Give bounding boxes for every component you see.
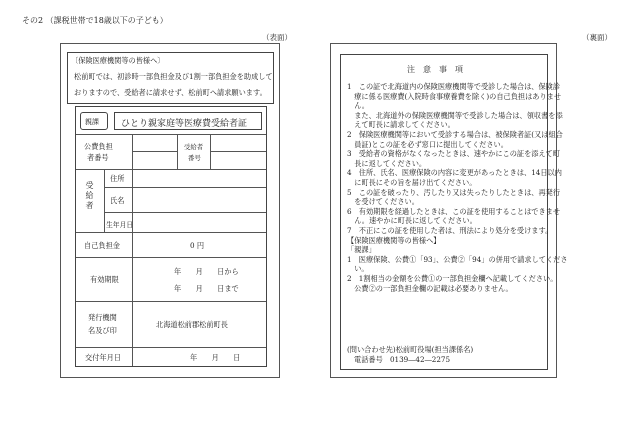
payer-label-1: 公費負担: [84, 142, 113, 151]
copay-value: 0 円: [190, 241, 205, 250]
card-title: ひとり親家庭等医療費受給者証: [121, 119, 248, 129]
note-line: 5 この証を破ったり、汚したり又は失ったりしたときは、再発行: [347, 187, 561, 197]
notice-line-1: 松前町では、初診時一部負担金及び1割一部負担金を助成して: [74, 72, 273, 81]
stamp-box: [80, 112, 108, 130]
note-line: 2 1割相当の金額を公費①の一部負担金欄へ記載してください。: [347, 274, 558, 283]
note-line: えて町長に請求してください。: [347, 120, 455, 130]
name-label: 氏名: [110, 196, 125, 205]
recipient-no-label-2: 番号: [188, 154, 201, 162]
note-line: 公費②の一部負担金欄の記載は必要ありません。: [347, 283, 513, 293]
recipient-grid-line: [210, 151, 266, 152]
payer-grid-line: [132, 151, 177, 152]
issue-date-value: 年 月 日: [190, 353, 241, 362]
notice-title: 〔保険医療機関等の皆様へ〕: [71, 56, 165, 65]
validity-from: 年 月 日から: [174, 267, 239, 276]
notice-box: [67, 52, 274, 104]
copay-label: 自己負担金: [84, 241, 120, 250]
front-label: （表面）: [262, 33, 292, 42]
validity-to: 年 月 日まで: [174, 284, 239, 293]
col-divider: [177, 134, 178, 169]
back-card: [330, 43, 568, 378]
note-line: ん。速やかに町長に返してください。: [347, 216, 477, 226]
notice-line-2: おりますので、受給者に請求せず、松前町へ請求願います。: [74, 88, 267, 97]
note-line: 2 保険医療機関等において受診する場合は、被保険者証(又は組合: [347, 130, 563, 139]
note-line: 4 住所、氏名、医療保険の内容に変更があったときは、14日以内: [347, 168, 562, 178]
contact-line-1: (問い合わせ先)松前町役場(担当課係名): [347, 345, 474, 354]
row-divider: [104, 212, 266, 213]
birth-label: 生年月日: [106, 221, 134, 229]
issue-date-label: 交付年月日: [85, 353, 121, 362]
note-line: 7 不正にこの証を使用した者は、刑法により処分を受けます。: [347, 226, 553, 235]
contact-line-2: 電話番号 0139―42―2275: [354, 355, 451, 364]
payer-label-2: 者番号: [87, 153, 109, 162]
issuer-label-2: 名及び印: [88, 326, 117, 335]
note-line: 療に係る医療費(入院時食事療養費を除く)の自己負担はありませ: [347, 91, 562, 101]
validity-label: 有効期限: [90, 275, 119, 284]
note-line: 6 有効期限を経過したときは、この証を使用することはできませ: [347, 206, 561, 216]
row-divider: [76, 232, 266, 233]
front-card: [60, 43, 280, 378]
note-line: 員証)とこの証を必ず窓口に提出してください。: [347, 139, 508, 149]
issuer-label-1: 発行機関: [88, 313, 117, 322]
note-line: に町長にその旨を届け出てください。: [347, 178, 477, 187]
row-divider: [104, 187, 266, 188]
row-divider: [76, 301, 266, 302]
page-header: その2 （課税世帯で18歳以下の子ども）: [22, 16, 168, 25]
stamp-text: 親課: [85, 118, 99, 126]
note-line: 1 医療保険、公費①「93」、公費②「94」の併用で請求してくださ: [347, 254, 568, 264]
note-line: また、北海道外の保険医療機関等で受診した場合は、領収書を添: [347, 110, 563, 120]
recipient-no-label-1: 受給者: [184, 143, 204, 151]
col-divider: [104, 169, 105, 232]
row-divider: [76, 347, 266, 348]
back-content-box: [340, 54, 568, 370]
address-label: 住所: [110, 174, 125, 183]
card-title-box: [114, 112, 262, 130]
row-divider: [76, 134, 266, 135]
row-divider: [76, 257, 266, 258]
back-title: 注 意 事 項: [407, 65, 463, 74]
col-divider: [132, 232, 133, 347]
back-label: （裏面）: [582, 33, 612, 42]
recipient-vertical-label: 受給者: [85, 181, 94, 211]
note-line: 3 受給者の資格がなくなったときは、速やかにこの証を添えて町: [347, 149, 561, 159]
col-divider: [132, 347, 133, 366]
note-line: 長に返してください。: [347, 158, 427, 168]
issuer-value: 北海道松前郡松前町長: [156, 320, 228, 329]
note-line: ん。: [347, 101, 369, 111]
note-line: い。: [347, 264, 369, 274]
form-table: [75, 106, 267, 367]
note-line: 「親課」: [347, 245, 376, 255]
note-line: を受けてください。: [347, 197, 419, 207]
note-line: 【保険医療機関等の皆様へ】: [347, 235, 441, 245]
note-line: 1 この証で北海道内の保険医療機関等で受診した場合は、保険診: [347, 82, 561, 91]
